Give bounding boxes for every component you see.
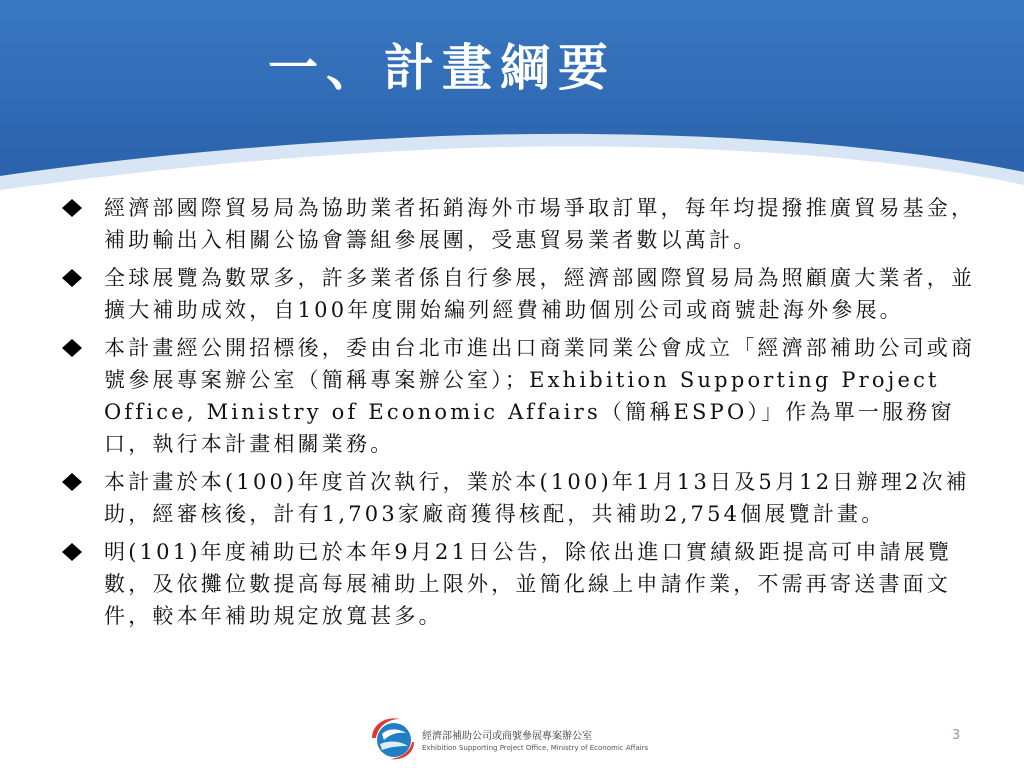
diamond-bullet-icon <box>62 339 86 357</box>
bullet-text: 經濟部國際貿易局為協助業者拓銷海外市場爭取訂單，每年均提撥推廣貿易基金，補助輸出入相關公協會籌組參展團，受惠貿易業者數以萬計。 <box>104 196 976 252</box>
diamond-bullet-icon <box>62 269 86 287</box>
diamond-bullet-icon <box>62 473 86 491</box>
bullet-item <box>62 536 992 632</box>
bullet-text: 明(101)年度補助已於本年9月21日公告，除依出進口實績級距提高可申請展覽數，及依攤位數提高每展補助上限外，並簡化線上申請作業，不需再寄送書面文件，較本年補助規定放寬甚多。 <box>104 540 953 628</box>
slide-title: 一、計畫綱要 <box>268 39 616 97</box>
footer-office-name-en: Exhibition Supporting Project Office, Ministry of Economic Affairs <box>422 744 649 752</box>
bullet-item <box>62 466 992 530</box>
footer-office-name-zh: 經濟部補助公司或商號參展專案辦公室 <box>422 731 592 742</box>
bullet-text: 本計畫於本(100)年度首次執行，業於本(100)年1月13日及5月12日辦理2次補助，經審核後，計有1,703家廠商獲得核配，共補助2,754個展覽計畫。 <box>104 470 970 526</box>
page-number: 3 <box>952 728 961 743</box>
bullet-text: 全球展覽為數眾多，許多業者係自行參展，經濟部國際貿易局為照顧廣大業者，並擴大補助成效，自100年度開始編列經費補助個別公司或商號赴海外參展。 <box>104 266 976 322</box>
diamond-bullet-icon <box>62 543 86 561</box>
bullet-text: 本計畫經公開招標後，委由台北市進出口商業同業公會成立「經濟部補助公司或商號參展專案辦公室（簡稱專案辦公室）；Exhibition Supporting Project Office, Ministry of Economic Affairs（簡稱ESPO）」作為單一服務窗口，執行本計畫相關業務。 <box>104 336 976 456</box>
bullet-item <box>62 262 992 326</box>
diamond-bullet-icon <box>62 199 86 217</box>
bullet-item <box>62 192 992 256</box>
header-banner <box>0 0 1024 210</box>
globe-logo-icon <box>368 714 418 762</box>
bullet-list <box>62 192 992 638</box>
footer-office-name <box>422 730 648 753</box>
bullet-item <box>62 332 992 460</box>
